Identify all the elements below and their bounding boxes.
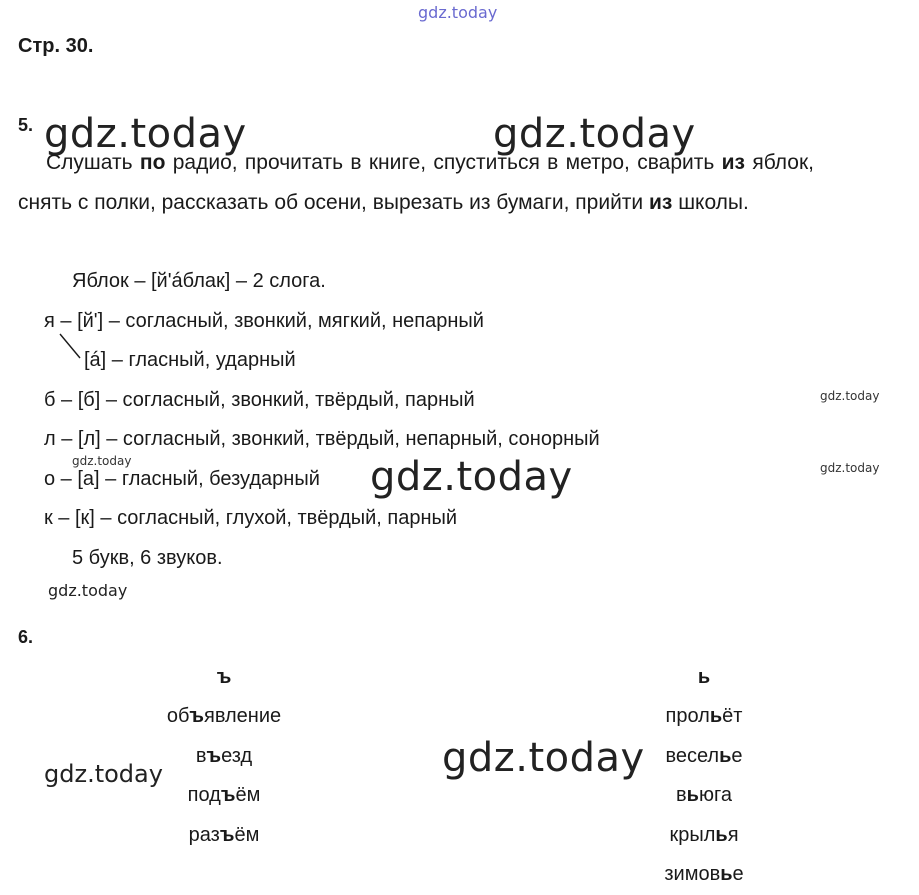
- analysis-row: б – [б] – согласный, звонкий, твёрдый, парный: [44, 389, 475, 411]
- word-part: езд: [221, 745, 253, 767]
- watermark-big: gdz.today: [493, 111, 696, 157]
- preposition: по: [139, 151, 166, 174]
- watermark-big: gdz.today: [370, 454, 573, 500]
- analysis-row: о – [а] – гласный, безударный: [44, 468, 320, 490]
- text: радио, прочитать в книге, спуститься в метро, сварить: [165, 151, 722, 174]
- page-header: Стр. 30.: [18, 35, 94, 57]
- task-number: 6.: [18, 627, 34, 647]
- task5-line1: [46, 150, 814, 176]
- column-header: ь: [697, 666, 711, 688]
- word-part: об: [166, 705, 190, 727]
- word-part: ём: [234, 824, 260, 846]
- word-part: зимов: [664, 863, 721, 885]
- word: [124, 823, 324, 847]
- word-part: ём: [235, 784, 261, 806]
- watermark-big: gdz.today: [442, 735, 645, 781]
- watermark-mid: gdz.today: [44, 760, 163, 788]
- word-part: раз: [188, 824, 220, 846]
- analysis-title: Яблок – [й'áблак] – 2 слога.: [72, 270, 326, 292]
- watermark-xs: gdz.today: [820, 461, 880, 475]
- word: [604, 823, 804, 847]
- word-letter: ъ: [220, 784, 236, 806]
- word: [124, 744, 324, 768]
- watermark-xs: gdz.today: [820, 389, 880, 403]
- word: [124, 704, 324, 728]
- word-part: прол: [665, 705, 710, 727]
- watermark-small: gdz.today: [48, 581, 128, 600]
- word-letter: ь: [686, 784, 699, 806]
- word-letter: ь: [709, 705, 723, 727]
- word-part: явление: [204, 705, 282, 727]
- analysis-summary: 5 букв, 6 звуков.: [72, 547, 223, 569]
- analysis-row: л – [л] – согласный, звонкий, твёрдый, непарный, сонорный: [44, 428, 600, 450]
- word-part: ёт: [722, 705, 743, 727]
- task-number: 5.: [18, 115, 34, 135]
- word-part: в: [195, 745, 207, 767]
- text: школы.: [672, 191, 749, 214]
- branch-line: [58, 332, 84, 362]
- analysis-row: к – [к] – согласный, глухой, твёрдый, парный: [44, 507, 458, 529]
- word-letter: ъ: [219, 824, 235, 846]
- text: яблок,: [744, 151, 814, 174]
- word-letter: ь: [715, 824, 728, 846]
- word-letter: ь: [720, 863, 733, 885]
- word-letter: ъ: [206, 745, 222, 767]
- word-part: весел: [665, 745, 720, 767]
- word-part: е: [731, 745, 743, 767]
- word-part: под: [187, 784, 221, 806]
- watermark-xs: gdz.today: [72, 454, 132, 468]
- word-part: крыл: [669, 824, 716, 846]
- preposition: из: [649, 191, 673, 214]
- watermark-top: gdz.today: [418, 3, 498, 22]
- analysis-row: [á] – гласный, ударный: [84, 349, 296, 371]
- text: снять с полки, рассказать об осени, вырезать из бумаги, прийти: [18, 191, 649, 214]
- preposition: из: [721, 151, 745, 174]
- task5-line2: [18, 190, 749, 216]
- column-header: ъ: [216, 666, 232, 688]
- word: [124, 783, 324, 807]
- word-part: я: [727, 824, 739, 846]
- analysis-row: я – [й'] – согласный, звонкий, мягкий, непарный: [44, 310, 484, 332]
- word-part: е: [732, 863, 744, 885]
- word-letter: ъ: [189, 705, 205, 727]
- word-part: юга: [698, 784, 732, 806]
- word: [604, 704, 804, 728]
- word: [604, 744, 804, 768]
- watermark-big: gdz.today: [44, 111, 247, 157]
- word: [604, 862, 804, 886]
- word-part: в: [676, 784, 687, 806]
- word-letter: ь: [719, 745, 732, 767]
- word: [604, 783, 804, 807]
- text: Слушать: [46, 151, 140, 174]
